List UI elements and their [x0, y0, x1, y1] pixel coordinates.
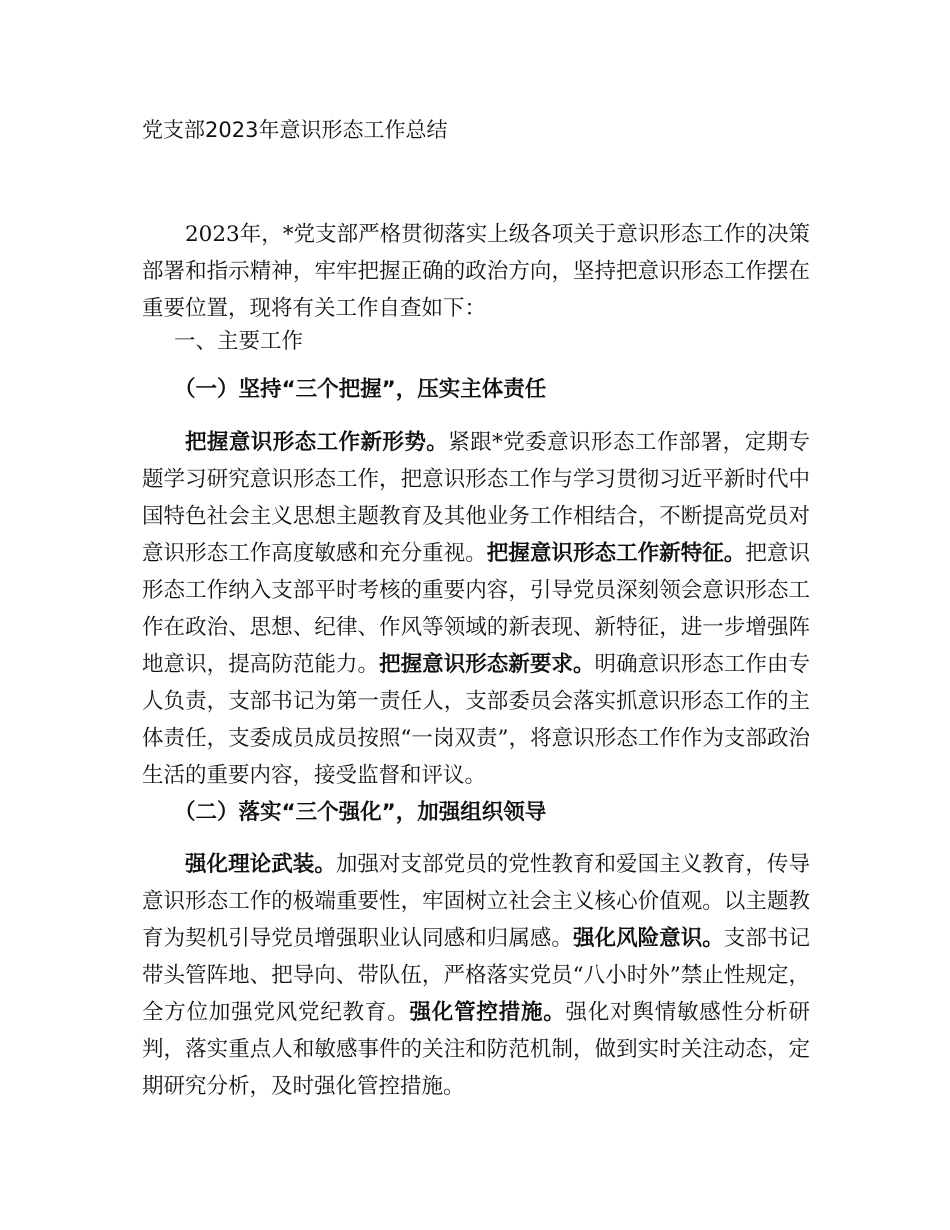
subsection-heading-1: （一）坚持“三个把握”，压实主体责任	[174, 377, 547, 402]
paragraph-text: 支部书记带头管阵地、把导向、带队伍，严格落实党员“八小时外”禁止性规定，全方位加强党风党纪教育。	[142, 926, 810, 1025]
section-heading-main-work: 一、主要工作	[174, 329, 304, 354]
lead-phrase: 强化管控措施。	[409, 1000, 566, 1025]
subsection-heading-2: （二）落实“三个强化”，加强组织领导	[174, 800, 547, 825]
lead-phrase: 把握意识形态新要求。	[379, 652, 595, 677]
paragraph-text: 强化对舆情敏感性分析研判，落实重点人和敏感事件的关注和防范机制，做到实时关注动态，定期研究分析，及时强化管控措施。	[142, 1000, 810, 1099]
subsection-2-paragraph	[142, 846, 810, 1105]
paragraph-text: 明确意识形态工作由专人负责，支部书记为第一责任人，支部委员会落实抓意识形态工作的主体责任，支委成员成员按照“一岗双责”，将意识形态工作作为支部政治生活的重要内容，接受监督和评议。	[142, 652, 810, 788]
lead-phrase: 把握意识形态工作新形势。	[185, 430, 449, 455]
paragraph-text: 把意识形态工作纳入支部平时考核的重要内容，引导党员深刻领会意识形态工作在政治、思想、纪律、作风等领域的新表现、新特征，进一步增强阵地意识，提高防范能力。	[142, 541, 810, 677]
lead-phrase: 强化理论武装。	[185, 852, 336, 877]
lead-phrase: 把握意识形态工作新特征。	[486, 541, 746, 566]
subsection-1-paragraph	[142, 424, 810, 794]
paragraph-text: 紧跟*党委意识形态工作部署，定期专题学习研究意识形态工作，把意识形态工作与学习贯彻习近平新时代中国特色社会主义思想主题教育及其他业务工作相结合，不断提高党员对意识形态工作高度敏感和充分重视。	[142, 430, 810, 566]
document-title: 党支部2023年意识形态工作总结	[142, 118, 448, 142]
intro-paragraph: 2023年，*党支部严格贯彻落实上级各项关于意识形态工作的决策部署和指示精神，牢牢把握正确的政治方向，坚持把意识形态工作摆在重要位置，现将有关工作自查如下：	[142, 222, 810, 321]
lead-phrase: 强化风险意识。	[572, 926, 724, 951]
paragraph-text: 加强对支部党员的党性教育和爱国主义教育，传导意识形态工作的极端重要性，牢固树立社会主义核心价值观。以主题教育为契机引导党员增强职业认同感和归属感。	[142, 852, 810, 951]
